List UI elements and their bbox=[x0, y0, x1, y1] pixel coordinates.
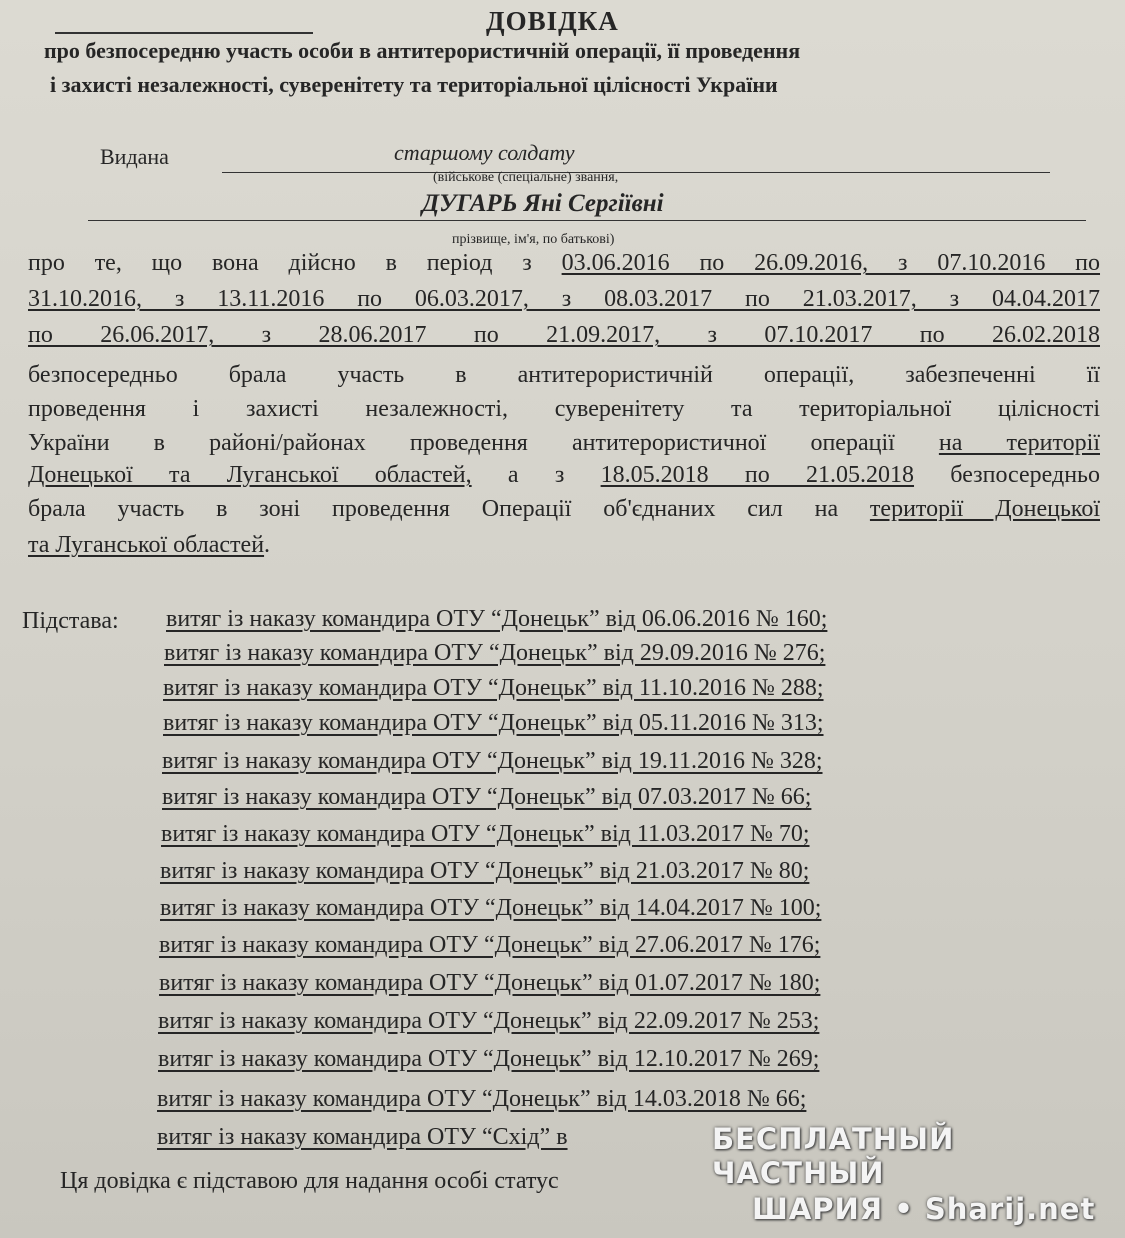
body-line-7 bbox=[28, 462, 1100, 489]
basis-item: витяг із наказу командира ОТУ “Донецьк” від 12.10.2017 № 269; bbox=[158, 1046, 820, 1072]
rank-value: старшому солдату bbox=[394, 140, 575, 165]
territory-text: Донецької та Луганської областей, bbox=[28, 462, 472, 488]
issued-label: Видана bbox=[100, 144, 169, 169]
basis-item: витяг із наказу командира ОТУ “Донецьк” від 11.03.2017 № 70; bbox=[161, 821, 810, 847]
rank-field-line bbox=[222, 146, 1050, 173]
basis-item: витяг із наказу командира ОТУ “Донецьк” від 14.03.2018 № 66; bbox=[157, 1086, 807, 1112]
body-line-5: проведення і захисті незалежності, суверенітету та територіальної цілісності bbox=[28, 396, 1100, 422]
body-text: про те, що вона дійсно в період з bbox=[28, 250, 562, 276]
basis-item: витяг із наказу командира ОТУ “Донецьк” від 27.06.2017 № 176; bbox=[159, 932, 821, 958]
basis-item: витяг із наказу командира ОТУ “Донецьк” від 05.11.2016 № 313; bbox=[163, 710, 824, 736]
basis-item: витяг із наказу командира ОТУ “Донецьк” від 06.06.2016 № 160; bbox=[166, 606, 828, 632]
body-text: а з bbox=[471, 462, 601, 488]
body-line-1 bbox=[28, 250, 1100, 277]
body-line-3: по 26.06.2017, з 28.06.2017 по 21.09.2017, з 07.10.2017 по 26.02.2018 bbox=[28, 322, 1100, 348]
basis-label: Підстава: bbox=[22, 608, 119, 634]
watermark-line-2: ШАРИЯ • Sharij.net bbox=[752, 1192, 1096, 1226]
person-name: ДУГАРЬ Яні Сергіївні bbox=[422, 190, 664, 217]
body-text: брала участь в зоні проведення Операції об'єднаних сил на bbox=[28, 496, 870, 522]
footer-text: Ця довідка є підставою для надання особі статус bbox=[60, 1168, 559, 1194]
document-title: ДОВІДКА bbox=[486, 6, 619, 36]
name-caption: прізвище, ім'я, по батькові) bbox=[452, 232, 615, 247]
basis-item: витяг із наказу командира ОТУ “Донецьк” від 21.03.2017 № 80; bbox=[160, 858, 810, 884]
watermark-line-1: БЕСПЛАТНЫЙ ЧАСТНЫЙ bbox=[712, 1122, 955, 1190]
oos-dates: 18.05.2018 по 21.05.2018 bbox=[600, 462, 915, 488]
body-line-6 bbox=[28, 430, 1100, 457]
body-line-2: 31.10.2016, з 13.11.2016 по 06.03.2017, з 08.03.2017 по 21.03.2017, з 04.04.2017 bbox=[28, 286, 1100, 312]
territory-text: території Донецької bbox=[869, 496, 1101, 522]
basis-item: витяг із наказу командира ОТУ “Схід” в bbox=[157, 1124, 568, 1150]
basis-item: витяг із наказу командира ОТУ “Донецьк” від 29.09.2016 № 276; bbox=[164, 640, 826, 666]
basis-item: витяг із наказу командира ОТУ “Донецьк” від 11.10.2016 № 288; bbox=[163, 675, 824, 701]
body-text: . bbox=[264, 532, 271, 558]
rank-caption: (військове (спеціальне) звання, bbox=[433, 170, 619, 185]
body-text: України в районі/районах проведення антитерористичної операції bbox=[28, 430, 939, 456]
body-line-4: безпосередньо брала участь в антитерористичній операції, забезпеченні її bbox=[28, 362, 1100, 388]
basis-item: витяг із наказу командира ОТУ “Донецьк” від 14.04.2017 № 100; bbox=[160, 895, 822, 921]
document-subtitle-line-1: про безпосередню участь особи в антитерористичній операції, її проведення bbox=[44, 38, 801, 63]
body-line-8 bbox=[28, 496, 1100, 523]
period-dates: 03.06.2016 по 26.09.2016, з 07.10.2016 по bbox=[561, 250, 1101, 276]
body-text: безпосередньо bbox=[914, 462, 1100, 488]
document-subtitle-line-2: і захисті незалежності, суверенітету та територіальної цілісності України bbox=[50, 72, 778, 97]
basis-item: витяг із наказу командира ОТУ “Донецьк” від 22.09.2017 № 253; bbox=[158, 1008, 820, 1034]
watermark bbox=[712, 1122, 1112, 1226]
territory-text: на території bbox=[938, 430, 1100, 456]
territory-text: та Луганської областей bbox=[28, 532, 265, 558]
body-line-9 bbox=[28, 532, 1100, 559]
top-rule bbox=[55, 32, 313, 34]
basis-item: витяг із наказу командира ОТУ “Донецьк” від 07.03.2017 № 66; bbox=[162, 784, 812, 810]
basis-item: витяг із наказу командира ОТУ “Донецьк” від 19.11.2016 № 328; bbox=[162, 748, 823, 774]
basis-item: витяг із наказу командира ОТУ “Донецьк” від 01.07.2017 № 180; bbox=[159, 970, 821, 996]
